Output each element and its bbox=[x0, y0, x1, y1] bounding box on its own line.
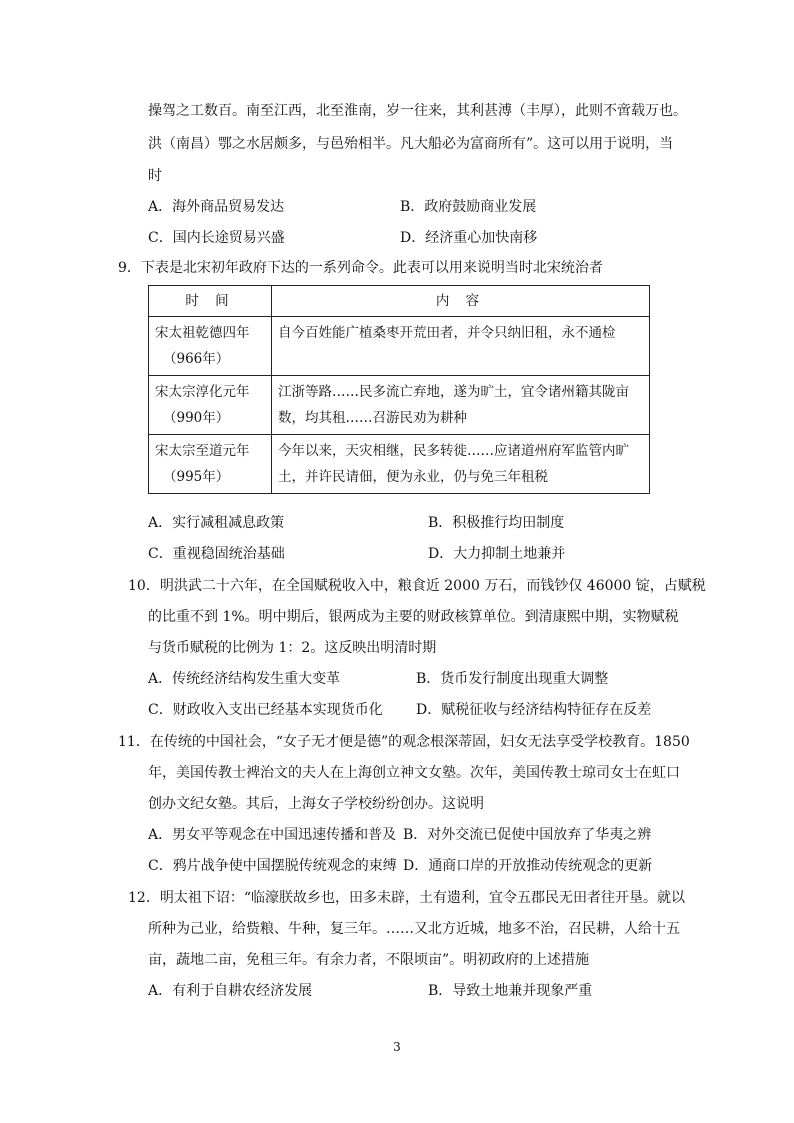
q9-option-c[interactable]: C．重视稳固统治基础 bbox=[148, 546, 285, 562]
table-cell-time bbox=[149, 435, 272, 494]
table-row bbox=[149, 317, 650, 376]
q11-line-2: 年，美国传教士裨治文的夫人在上海创立神文女塾。次年，美国传教士琼司女士在虹口 bbox=[148, 765, 680, 781]
time-line-2: （966年） bbox=[163, 351, 230, 367]
q8-option-a[interactable]: A．海外商品贸易发达 bbox=[148, 199, 285, 215]
table-cell-content bbox=[272, 317, 650, 376]
table-header-row bbox=[149, 286, 650, 317]
q9-table bbox=[148, 285, 650, 494]
q10-option-b[interactable]: B．货币发行制度出现重大调整 bbox=[416, 671, 609, 687]
table-row bbox=[149, 435, 650, 494]
table-row bbox=[149, 376, 650, 435]
q12-line-1: 12．明太祖下诏：“临濠朕故乡也，田多未辟，土有遗利，宜令五郡民无田者往开垦。就以 bbox=[128, 890, 685, 906]
q9-option-b[interactable]: B．积极推行均田制度 bbox=[428, 515, 565, 531]
table-cell-content bbox=[272, 376, 650, 435]
q10-option-d[interactable]: D．赋税征收与经济结构特征存在反差 bbox=[416, 702, 652, 718]
q10-option-a[interactable]: A．传统经济结构发生重大变革 bbox=[148, 671, 341, 687]
content-line-1: 今年以来，天灾相继，民多转徙……应诸道州府军监管内旷 bbox=[278, 443, 629, 459]
time-line-2: （990年） bbox=[163, 410, 230, 426]
table-header-content: 内 容 bbox=[272, 286, 650, 317]
table-cell-time bbox=[149, 376, 272, 435]
q11-option-a[interactable]: A．男女平等观念在中国迅速传播和普及 bbox=[148, 827, 397, 843]
q8-line-1: 操驾之工数百。南至江西，北至淮南，岁一往来，其利甚溥（丰厚），此则不啻载万也。 bbox=[148, 103, 687, 119]
q11-option-b[interactable]: B．对外交流已促使中国放弃了华夷之辨 bbox=[403, 827, 652, 843]
time-line-1: 宋太祖乾德四年 bbox=[155, 325, 250, 341]
q9-option-a[interactable]: A．实行减租减息政策 bbox=[148, 515, 285, 531]
q10-line-2: 的比重不到 1%。明中期后，银两成为主要的财政核算单位。到清康熙中期，实物赋税 bbox=[148, 609, 679, 625]
q8-option-b[interactable]: B．政府鼓励商业发展 bbox=[400, 199, 537, 215]
q8-line-2: 洪（南昌）鄂之水居颇多，与邑殆相半。凡大船必为富商所有”。这可以用于说明，当 bbox=[148, 136, 674, 152]
q8-option-d[interactable]: D．经济重心加快南移 bbox=[400, 230, 538, 246]
content-line-2: 土，并许民请佃，便为永业，仍与免三年租税 bbox=[278, 469, 548, 485]
page-number: 3 bbox=[393, 1040, 401, 1054]
q9-option-d[interactable]: D．大力抑制土地兼并 bbox=[428, 546, 566, 562]
table-header-time: 时 间 bbox=[149, 286, 272, 317]
q8-line-3: 时 bbox=[148, 168, 162, 184]
time-line-2: （995年） bbox=[163, 469, 230, 485]
q11-line-1: 11．在传统的中国社会，“女子无才便是德”的观念根深蒂固，妇女无法享受学校教育。1850 bbox=[118, 734, 690, 750]
table-cell-content bbox=[272, 435, 650, 494]
q12-option-b[interactable]: B．导致土地兼并现象严重 bbox=[428, 983, 593, 999]
q11-option-d[interactable]: D．通商口岸的开放推动传统观念的更新 bbox=[403, 858, 653, 874]
q11-option-c[interactable]: C．鸦片战争使中国摆脱传统观念的束缚 bbox=[148, 858, 397, 874]
q10-line-3: 与货币赋税的比例为 1：2。这反映出明清时期 bbox=[148, 640, 437, 656]
time-line-1: 宋太宗至道元年 bbox=[155, 443, 250, 459]
q9-stem: 9．下表是北宋初年政府下达的一系列命令。此表可以用来说明当时北宋统治者 bbox=[118, 260, 603, 276]
q12-line-3: 亩，蔬地二亩，免租三年。有余力者，不限顷亩”。明初政府的上述措施 bbox=[148, 952, 590, 968]
q10-option-c[interactable]: C．财政收入支出已经基本实现货币化 bbox=[148, 702, 383, 718]
q10-line-1: 10．明洪武二十六年，在全国赋税收入中，粮食近 2000 万石，而钱钞仅 46000 锭，占赋税 bbox=[128, 578, 706, 594]
q12-line-2: 所种为己业，给赀粮、牛种，复三年。……又北方近城，地多不治，召民耕，人给十五 bbox=[148, 921, 680, 937]
q11-line-3: 创办文纪女塾。其后，上海女子学校纷纷创办。这说明 bbox=[148, 796, 484, 812]
q12-option-a[interactable]: A．有利于自耕农经济发展 bbox=[148, 983, 313, 999]
content-line-2: 数，均其租……召游民劝为耕种 bbox=[278, 410, 467, 426]
table-cell-time bbox=[149, 317, 272, 376]
content-line-1: 自今百姓能广植桑枣开荒田者，并令只纳旧租，永不通检 bbox=[278, 325, 616, 341]
content-line-1: 江浙等路……民多流亡弃地，遂为旷土，宜令诸州籍其陇亩 bbox=[278, 384, 629, 400]
time-line-1: 宋太宗淳化元年 bbox=[155, 384, 250, 400]
q8-option-c[interactable]: C．国内长途贸易兴盛 bbox=[148, 230, 285, 246]
